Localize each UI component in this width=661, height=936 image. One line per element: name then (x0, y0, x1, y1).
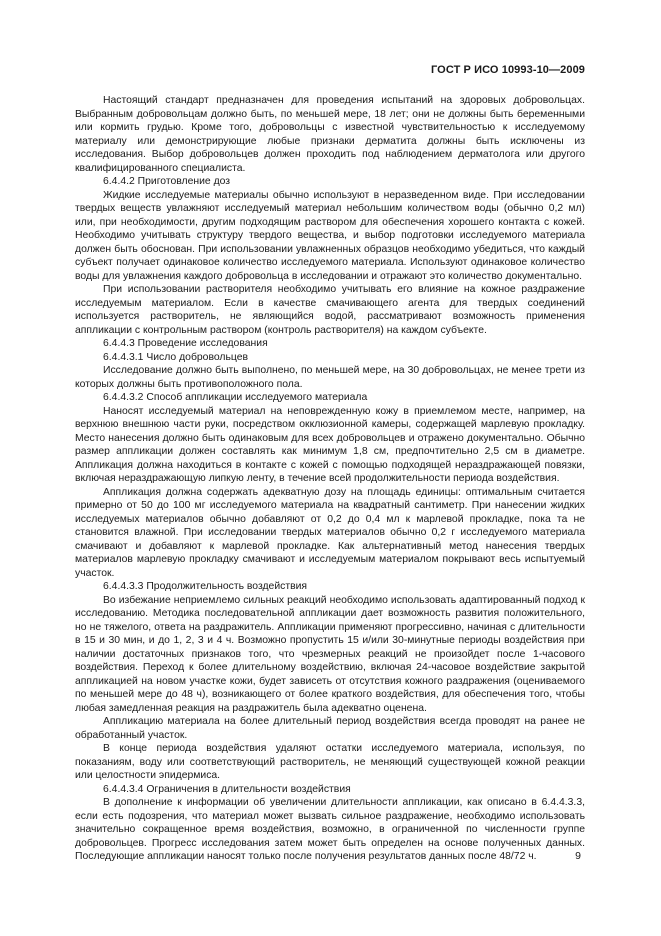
paragraph: При использовании растворителя необходимо учитывать его влияние на кожное раздражение исследуемым материалом. Если в качестве смачивающего агента для твердых соединений используется растворитель, не являющийся водой, рассматривают возможность применения аппликации с контрольным раствором (контроль растворителя) на каждом субъекте. (75, 284, 585, 336)
page-number: 9 (575, 850, 581, 862)
paragraph: Настоящий стандарт предназначен для проведения испытаний на здоровых добровольцах. Выбранным добровольцам должно быть, по меньшей мере, 18 лет; они не должны быть беременными или кормить грудью. Кроме того, добровольцы с известной чувствительностью к исследуемому материалу или демонстрирующие любые признаки дерматита должны быть исключены из исследования. Выбор добровольцев должен проходить под наблюдением дерматолога или другого квалифицированного специалиста. (75, 95, 585, 174)
body-text (75, 94, 585, 864)
paragraph: Исследование должно быть выполнено, по меньшей мере, на 30 добровольцах, не менее трети из которых должны быть противоположного пола. (75, 365, 585, 390)
paragraph: Аппликацию материала на более длительный период воздействия всегда проводят на ранее не обработанный участок. (75, 716, 585, 741)
section-heading-6-4-4-3: 6.4.4.3 Проведение исследования (103, 338, 268, 349)
paragraph: В конце периода воздействия удаляют остатки исследуемого материала, используя, по показаниям, воду или соответствующий растворитель, не меняющий существующей кожной реакции или целостности эпидермиса. (75, 743, 585, 781)
section-heading-6-4-4-3-2: 6.4.4.3.2 Способ аппликации исследуемого материала (103, 392, 368, 403)
section-heading-6-4-4-3-1: 6.4.4.3.1 Число добровольцев (103, 351, 249, 363)
section-heading-6-4-4-2: 6.4.4.2 Приготовление доз (103, 176, 231, 187)
paragraph: Жидкие исследуемые материалы обычно используют в неразведенном виде. При исследовании твердых веществ увлажняют исследуемый материал небольшим количеством воды (обычно 0,2 мл) или, при необходимости, другим подходящим раствором для обеспечения хорошего контакта с кожей. Необходимо учитывать структуру твердого вещества, и выбор подготовки исследуемого материала должен быть обоснован. При использовании увлажненных образцов необходимо убедиться, что каждый субъект получает одинаковое количество исследуемого материала. Используют одинаковое количество воды для увлажнения каждого добровольца в исследовании и отражают это количество документально. (75, 189, 585, 282)
paragraph: Наносят исследуемый материал на неповрежденную кожу в приемлемом месте, например, на верхнюю внешнюю части руки, посредством окклюзионной камеры, содержащей марлевую прокладку. Место нанесения должно быть одинаковым для всех добровольцев и отражено документально. Обычно размер аппликации должен составлять как минимум 1,8 см, предпочтительно 2,5 см в диаметре. Аппликация должна находиться в контакте с кожей с помощью подходящей нераздражающей повязки, включая нераздражающую липкую ленту, в течение всей продолжительности периода воздействия. (75, 405, 585, 484)
paragraph: Во избежание неприемлемо сильных реакций необходимо использовать адаптированный подход к исследованию. Методика последовательной аппликации дает возможность развития положительного, но не тяжелого, ответа на раздражитель. Аппликации применяют прогрессивно, начиная с длительности в 15 и 30 мин, и до 1, 2, 3 и 4 ч. Возможно пропустить 15 и/или 30-минутные периоды воздействия при наличии достаточных признаков того, что чрезмерных реакций не произойдет после 1-часового воздействия. Переход к более длительному воздействию, включая 24-часовое воздействие закрытой аппликацией на новом участке кожи, будет зависеть от отсутствия кожного раздражения (оцениваемого по меньшей мере до 48 ч), возникающего от более краткого воздействия, для обеспечения того, чтобы любая замедленная реакция на раздражитель была адекватно оценена. (75, 594, 585, 714)
section-heading-6-4-4-3-3: 6.4.4.3.3 Продолжительность воздействия (103, 581, 308, 592)
standard-header: ГОСТ Р ИСО 10993-10—2009 (430, 64, 585, 76)
paragraph: Аппликация должна содержать адекватную дозу на площадь единицы: оптимальным считается примерно от 50 до 100 мг исследуемого материала на квадратный сантиметр. При нанесении жидких исследуемых материалов обычно добавляют от 0,2 до 0,4 мл к марлевой прокладке, пока та не становится влажной. При исследовании твердых материалов обычно 0,2 г исследуемого материала смачивают и добавляют к марлевой прокладке. Как альтернативный метод нанесения твердых материалов марлевую прокладку смачивают и исследуемым материалом покрывают весь испытуемый участок. (75, 486, 585, 579)
paragraph: В дополнение к информации об увеличении длительности аппликации, как описано в 6.4.4.3.3, если есть подозрения, что материал может вызвать сильное раздражение, необходимо использовать значительно сокращенное время воздействия, возможно, в ограниченной по численности группе добровольцев. Прогресс исследования затем может быть определен на основе полученных данных. Последующие аппликации наносят только после получения результатов данных после 48/72 ч. (75, 797, 585, 862)
section-heading-6-4-4-3-4: 6.4.4.3.4 Ограничения в длительности воздействия (103, 783, 351, 795)
